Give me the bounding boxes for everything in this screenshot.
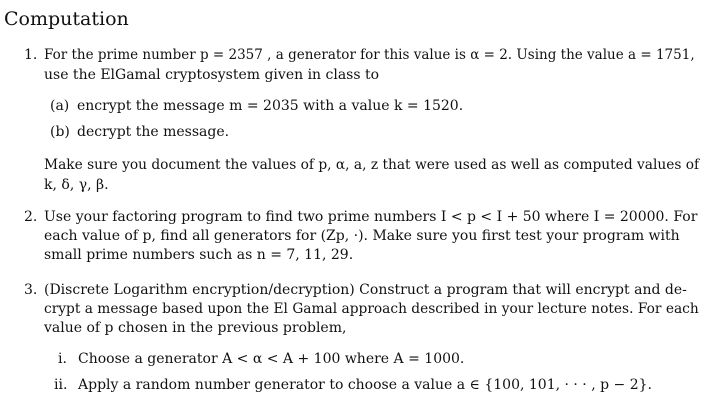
problem-text-line: small prime numbers such as n = 7, 11, 29. [44, 247, 354, 263]
part-text: Apply a random number generator to choose a value a ∈ {100, 101, · · · , p − 2}. [78, 377, 652, 393]
problem-text-line: value of p chosen in the previous problem, [44, 320, 347, 336]
part-text: encrypt the message m = 2035 with a value k = 1520. [77, 98, 464, 114]
problem-number: 3. [24, 282, 38, 298]
note-line: Make sure you document the values of p, α, a, z that were used as well as computed values of [44, 157, 700, 173]
problem-text-line: each value of p, find all generators for (Zp, ·). Make sure you first test your program with [44, 228, 680, 244]
problem-number: 2. [24, 209, 38, 225]
problem-text-line: (Discrete Logarithm encryption/decryption) Construct a program that will encrypt and de- [44, 282, 687, 298]
problem-text-line: For the prime number p = 2357 , a generator for this value is α = 2. Using the value a = 1751, [44, 47, 695, 63]
problem-text-line: Use your factoring program to find two prime numbers I < p < I + 50 where I = 20000. For [44, 209, 698, 225]
part-label: (a) [50, 98, 70, 114]
section-heading: Computation [4, 8, 129, 30]
problem-text-line: crypt a message based upon the El Gamal approach described in your lecture notes. For each [44, 301, 699, 317]
part-label: i. [58, 351, 67, 367]
problem-number: 1. [24, 47, 38, 63]
part-label: ii. [54, 377, 68, 393]
note-line: k, δ, γ, β. [44, 177, 109, 193]
problem-text-line: use the ElGamal cryptosystem given in class to [44, 67, 380, 83]
part-label: (b) [50, 124, 70, 140]
part-text: Choose a generator A < α < A + 100 where A = 1000. [78, 351, 465, 367]
part-text: decrypt the message. [77, 124, 230, 140]
